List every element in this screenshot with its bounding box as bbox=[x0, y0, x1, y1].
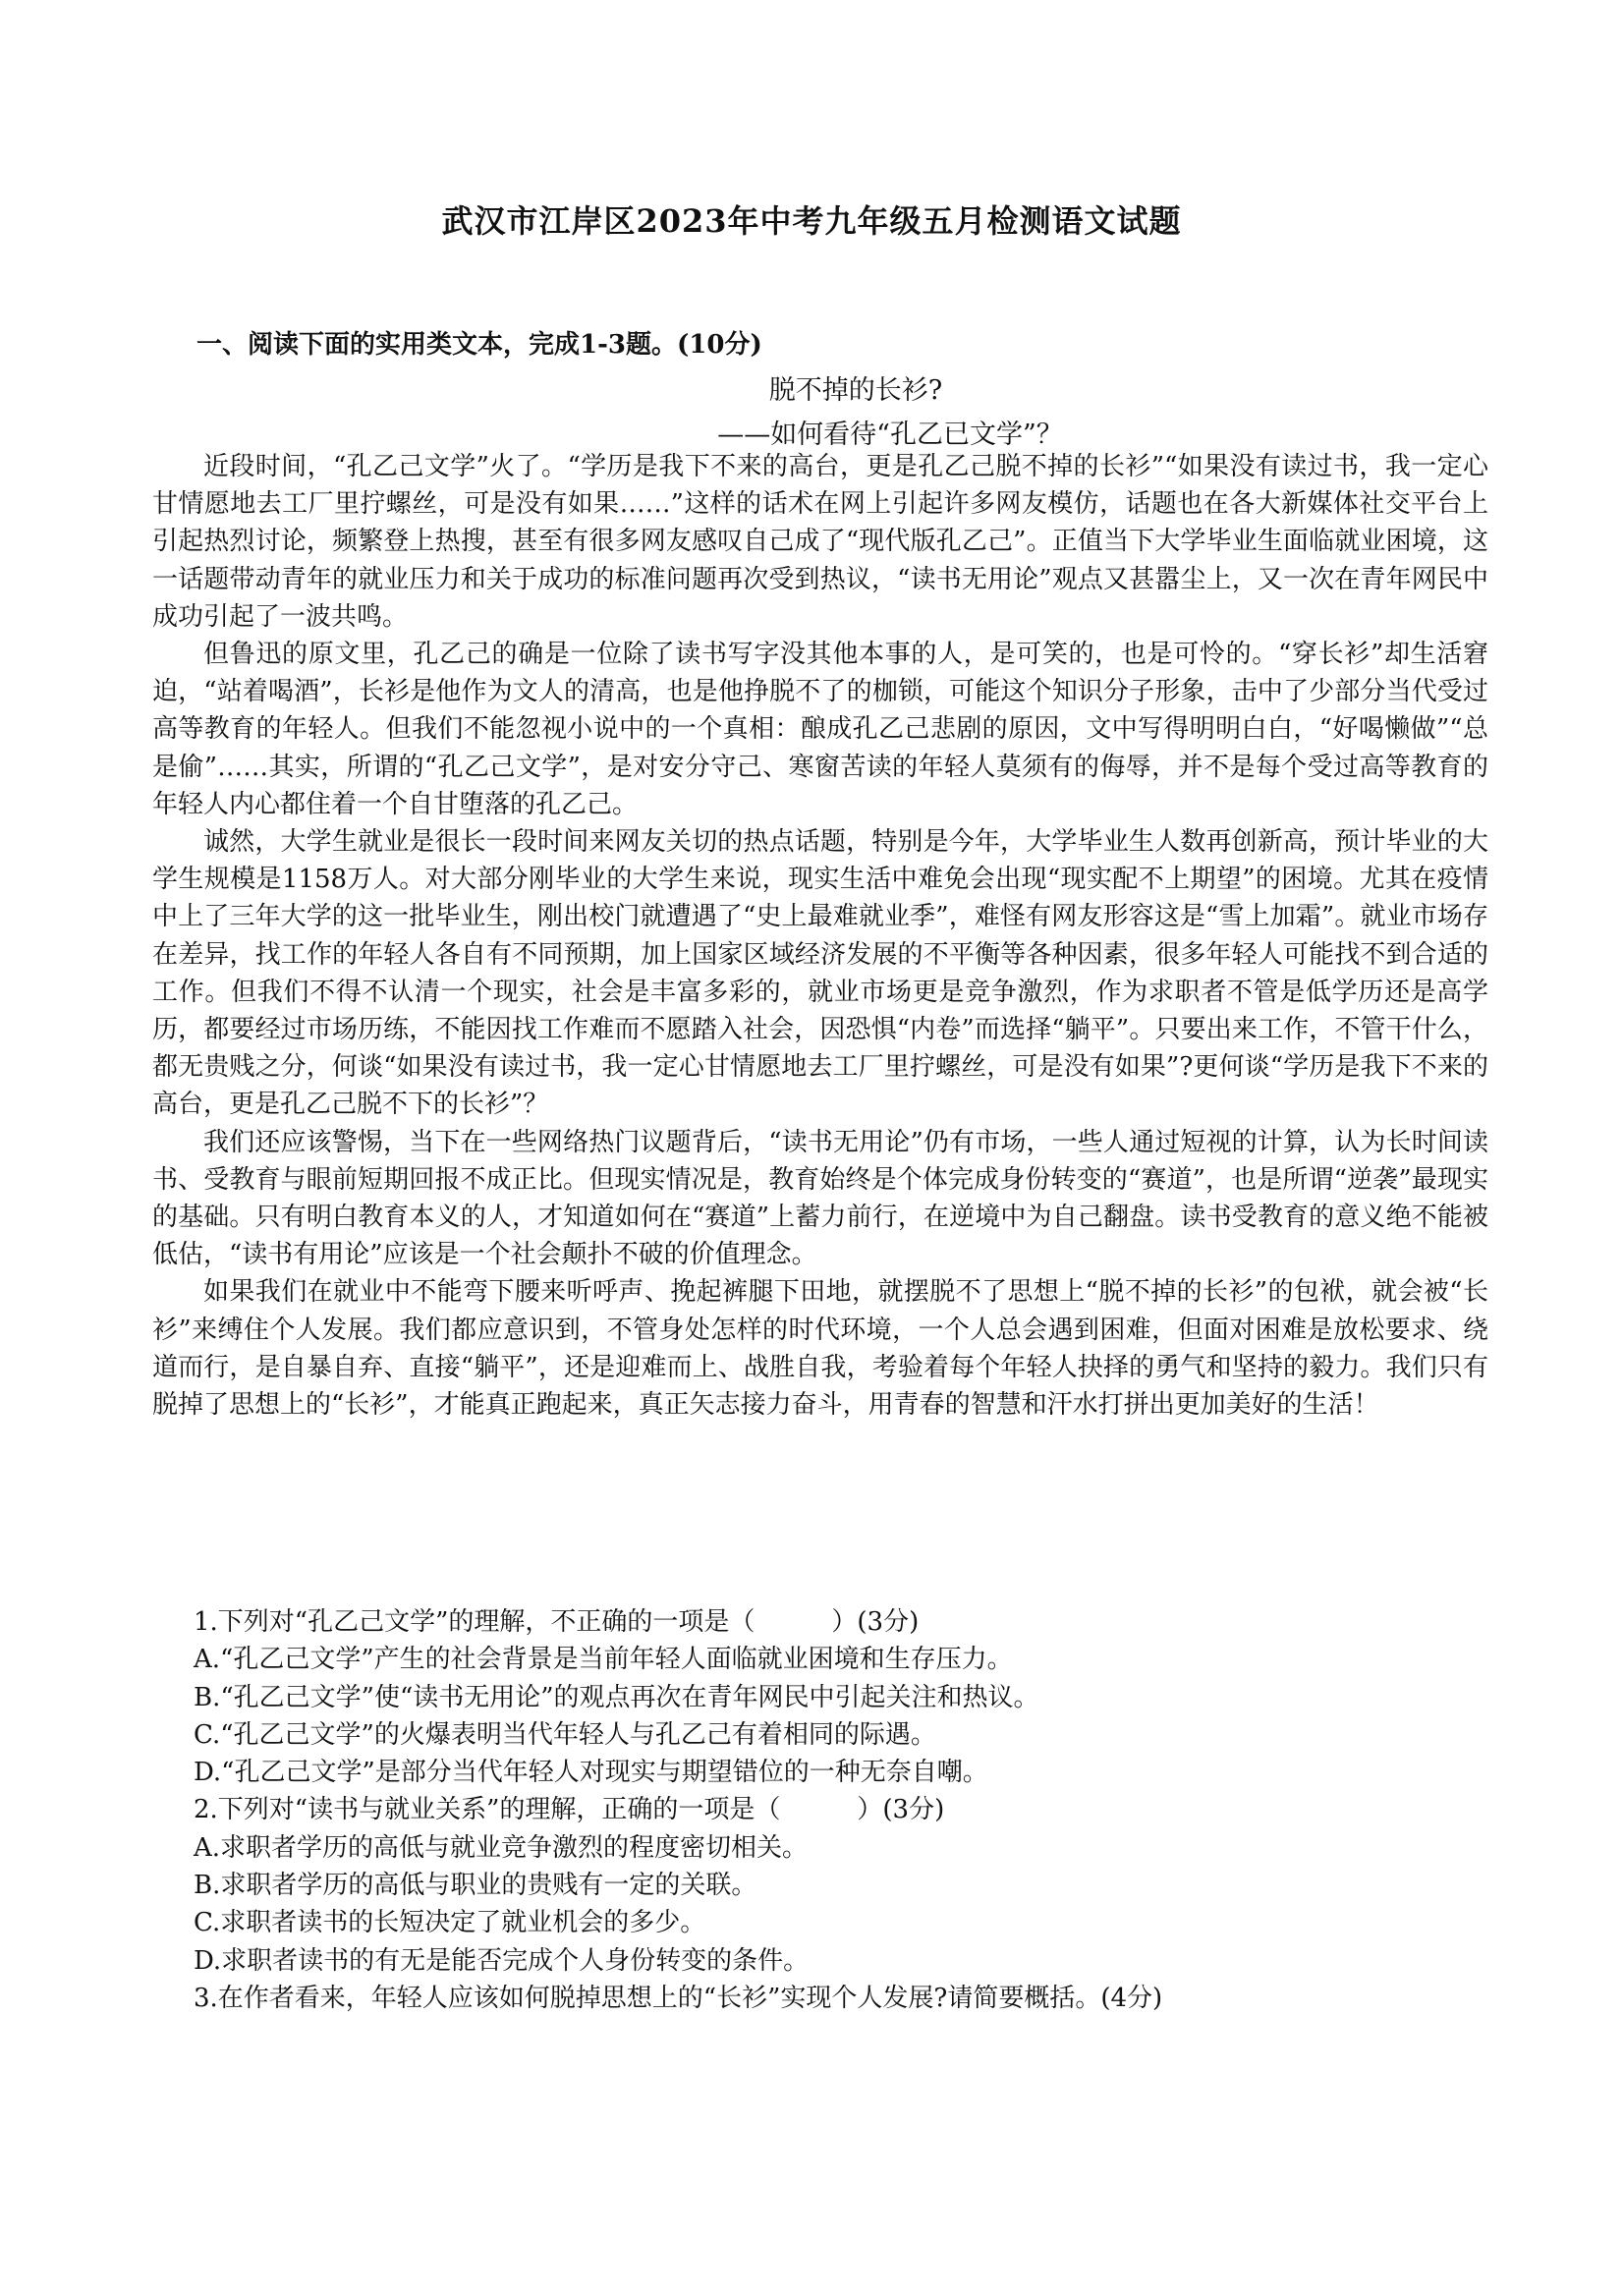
question-1-option-d: D.“孔乙己文学”是部分当代年轻人对现实与期望错位的一种无奈自嘲。 bbox=[194, 1758, 988, 1788]
question-list bbox=[152, 1603, 1488, 2017]
question-2-option-a: A.求职者学历的高低与就业竞争激烈的程度密切相关。 bbox=[194, 1832, 809, 1863]
paragraph: 我们还应该警惕，当下在一些网络热门议题背后，“读书无用论”仍有市场，一些人通过短视的计算，认为长时间读书、受教育与眼前短期回报不成正比。但现实情况是，教育始终是个体完成身份转变的“赛道”，也是所谓“逆袭”最现实的基础。只有明白教育本义的人，才知道如何在“赛道”上蓄力前行，在逆境中为自己翻盘。读书受教育的意义绝不能被低估，“读书有用论”应该是一个社会颠扑不破的价值理念。 bbox=[152, 1127, 1488, 1270]
question-1-option-c: C.“孔乙己文学”的火爆表明当代年轻人与孔乙己有着相同的际遇。 bbox=[194, 1719, 936, 1750]
exam-title: 武汉市江岸区2023年中考九年级五月检测语文试题 bbox=[441, 202, 1182, 240]
question-1-option-b: B.“孔乙己文学”使“读书无用论”的观点再次在青年网民中引起关注和热议。 bbox=[194, 1682, 1039, 1712]
article-body bbox=[152, 448, 1488, 1424]
question-2-option-d: D.求职者读书的有无是能否完成个人身份转变的条件。 bbox=[194, 1945, 810, 1976]
question-1: 1.下列对“孔乙己文学”的理解，不正确的一项是（ ）(3分) bbox=[194, 1607, 920, 1637]
article-title: 脱不掉的长衫? bbox=[768, 375, 943, 406]
question-1-option-a: A.“孔乙己文学”产生的社会背景是当前年轻人面临就业困境和生存压力。 bbox=[194, 1645, 1013, 1675]
paragraph: 近段时间，“孔乙己文学”火了。“学历是我下不来的高台，更是孔乙己脱不掉的长衫”“如果没有读过书，我一定心甘情愿地去工厂里拧螺丝，可是没有如果……”这样的话术在网上引起许多网友模仿，话题也在各大新媒体社交平台上引起热烈讨论，频繁登上热搜，甚至有很多网友感叹自己成了“现代版孔乙己”。正值当下大学毕业生面临就业困境，这一话题带动青年的就业压力和关于成功的标准问题再次受到热议，“读书无用论”观点又甚嚣尘上，又一次在青年网民中成功引起了一波共鸣。 bbox=[152, 452, 1488, 632]
paragraph: 如果我们在就业中不能弯下腰来听呼声、挽起裤腿下田地，就摆脱不了思想上“脱不掉的长衫”的包袱，就会被“长衫”来缚住个人发展。我们都应意识到，不管身处怎样的时代环境，一个人总会遇到困难，但面对困难是放松要求、绕道而行，是自暴自弃、直接“躺平”，还是迎难而上、战胜自我，考验着每个年轻人抉择的勇气和坚持的毅力。我们只有脱掉了思想上的“长衫”，才能真正跑起来，真正矢志接力奋斗，用青春的智慧和汗水打拼出更加美好的生活！ bbox=[152, 1277, 1488, 1421]
question-2-option-b: B.求职者学历的高低与职业的贵贱有一定的关联。 bbox=[194, 1871, 757, 1901]
paragraph: 但鲁迅的原文里，孔乙己的确是一位除了读书写字没其他本事的人，是可笑的，也是可怜的。“穿长衫”却生活窘迫，“站着喝酒”，长衫是他作为文人的清高，也是他挣脱不了的枷锁，可能这个知识分子形象，击中了少部分当代受过高等教育的年轻人。但我们不能忽视小说中的一个真相：酿成孔乙己悲剧的原因，文中写得明明白白，“好喝懒做”“总是偷”……其实，所谓的“孔乙己文学”，是对安分守己、寒窗苦读的年轻人莫须有的侮辱，并不是每个受过高等教育的年轻人内心都住着一个自甘堕落的孔乙己。 bbox=[152, 640, 1488, 819]
question-3: 3.在作者看来，年轻人应该如何脱掉思想上的“长衫”实现个人发展?请简要概括。(4分) bbox=[194, 1983, 1163, 2013]
section-heading: 一、阅读下面的实用类文本，完成1-3题。(10分) bbox=[196, 330, 762, 360]
article-subtitle: ——如何看待“孔乙已文学”？ bbox=[717, 420, 1063, 450]
question-2-option-c: C.求职者读书的长短决定了就业机会的多少。 bbox=[194, 1908, 706, 1938]
question-2: 2.下列对“读书与就业关系”的理解，正确的一项是（ ）(3分) bbox=[194, 1795, 945, 1825]
paragraph: 诚然，大学生就业是很长一段时间来网友关切的热点话题，特别是今年，大学毕业生人数再创新高，预计毕业的大学生规模是1158万人。对大部分刚毕业的大学生来说，现实生活中难免会出现“现实配不上期望”的困境。尤其在疫情中上了三年大学的这一批毕业生，刚出校门就遭遇了“史上最难就业季”，难怪有网友形容这是“雪上加霜”。就业市场存在差异，找工作的年轻人各自有不同预期，加上国家区域经济发展的不平衡等各种因素，很多年轻人可能找不到合适的工作。但我们不得不认清一个现实，社会是丰富多彩的，就业市场更是竞争激烈，作为求职者不管是低学历还是高学历，都要经过市场历练，不能因找工作难而不愿踏入社会，因恐惧“内卷”而选择“躺平”。只要出来工作，不管干什么，都无贵贱之分，何谈“如果没有读过书，我一定心甘情愿地去工厂里拧螺丝，可是没有如果”?更何谈“学历是我下不来的高台，更是孔乙己脱不下的长衫”？ bbox=[152, 827, 1488, 1120]
